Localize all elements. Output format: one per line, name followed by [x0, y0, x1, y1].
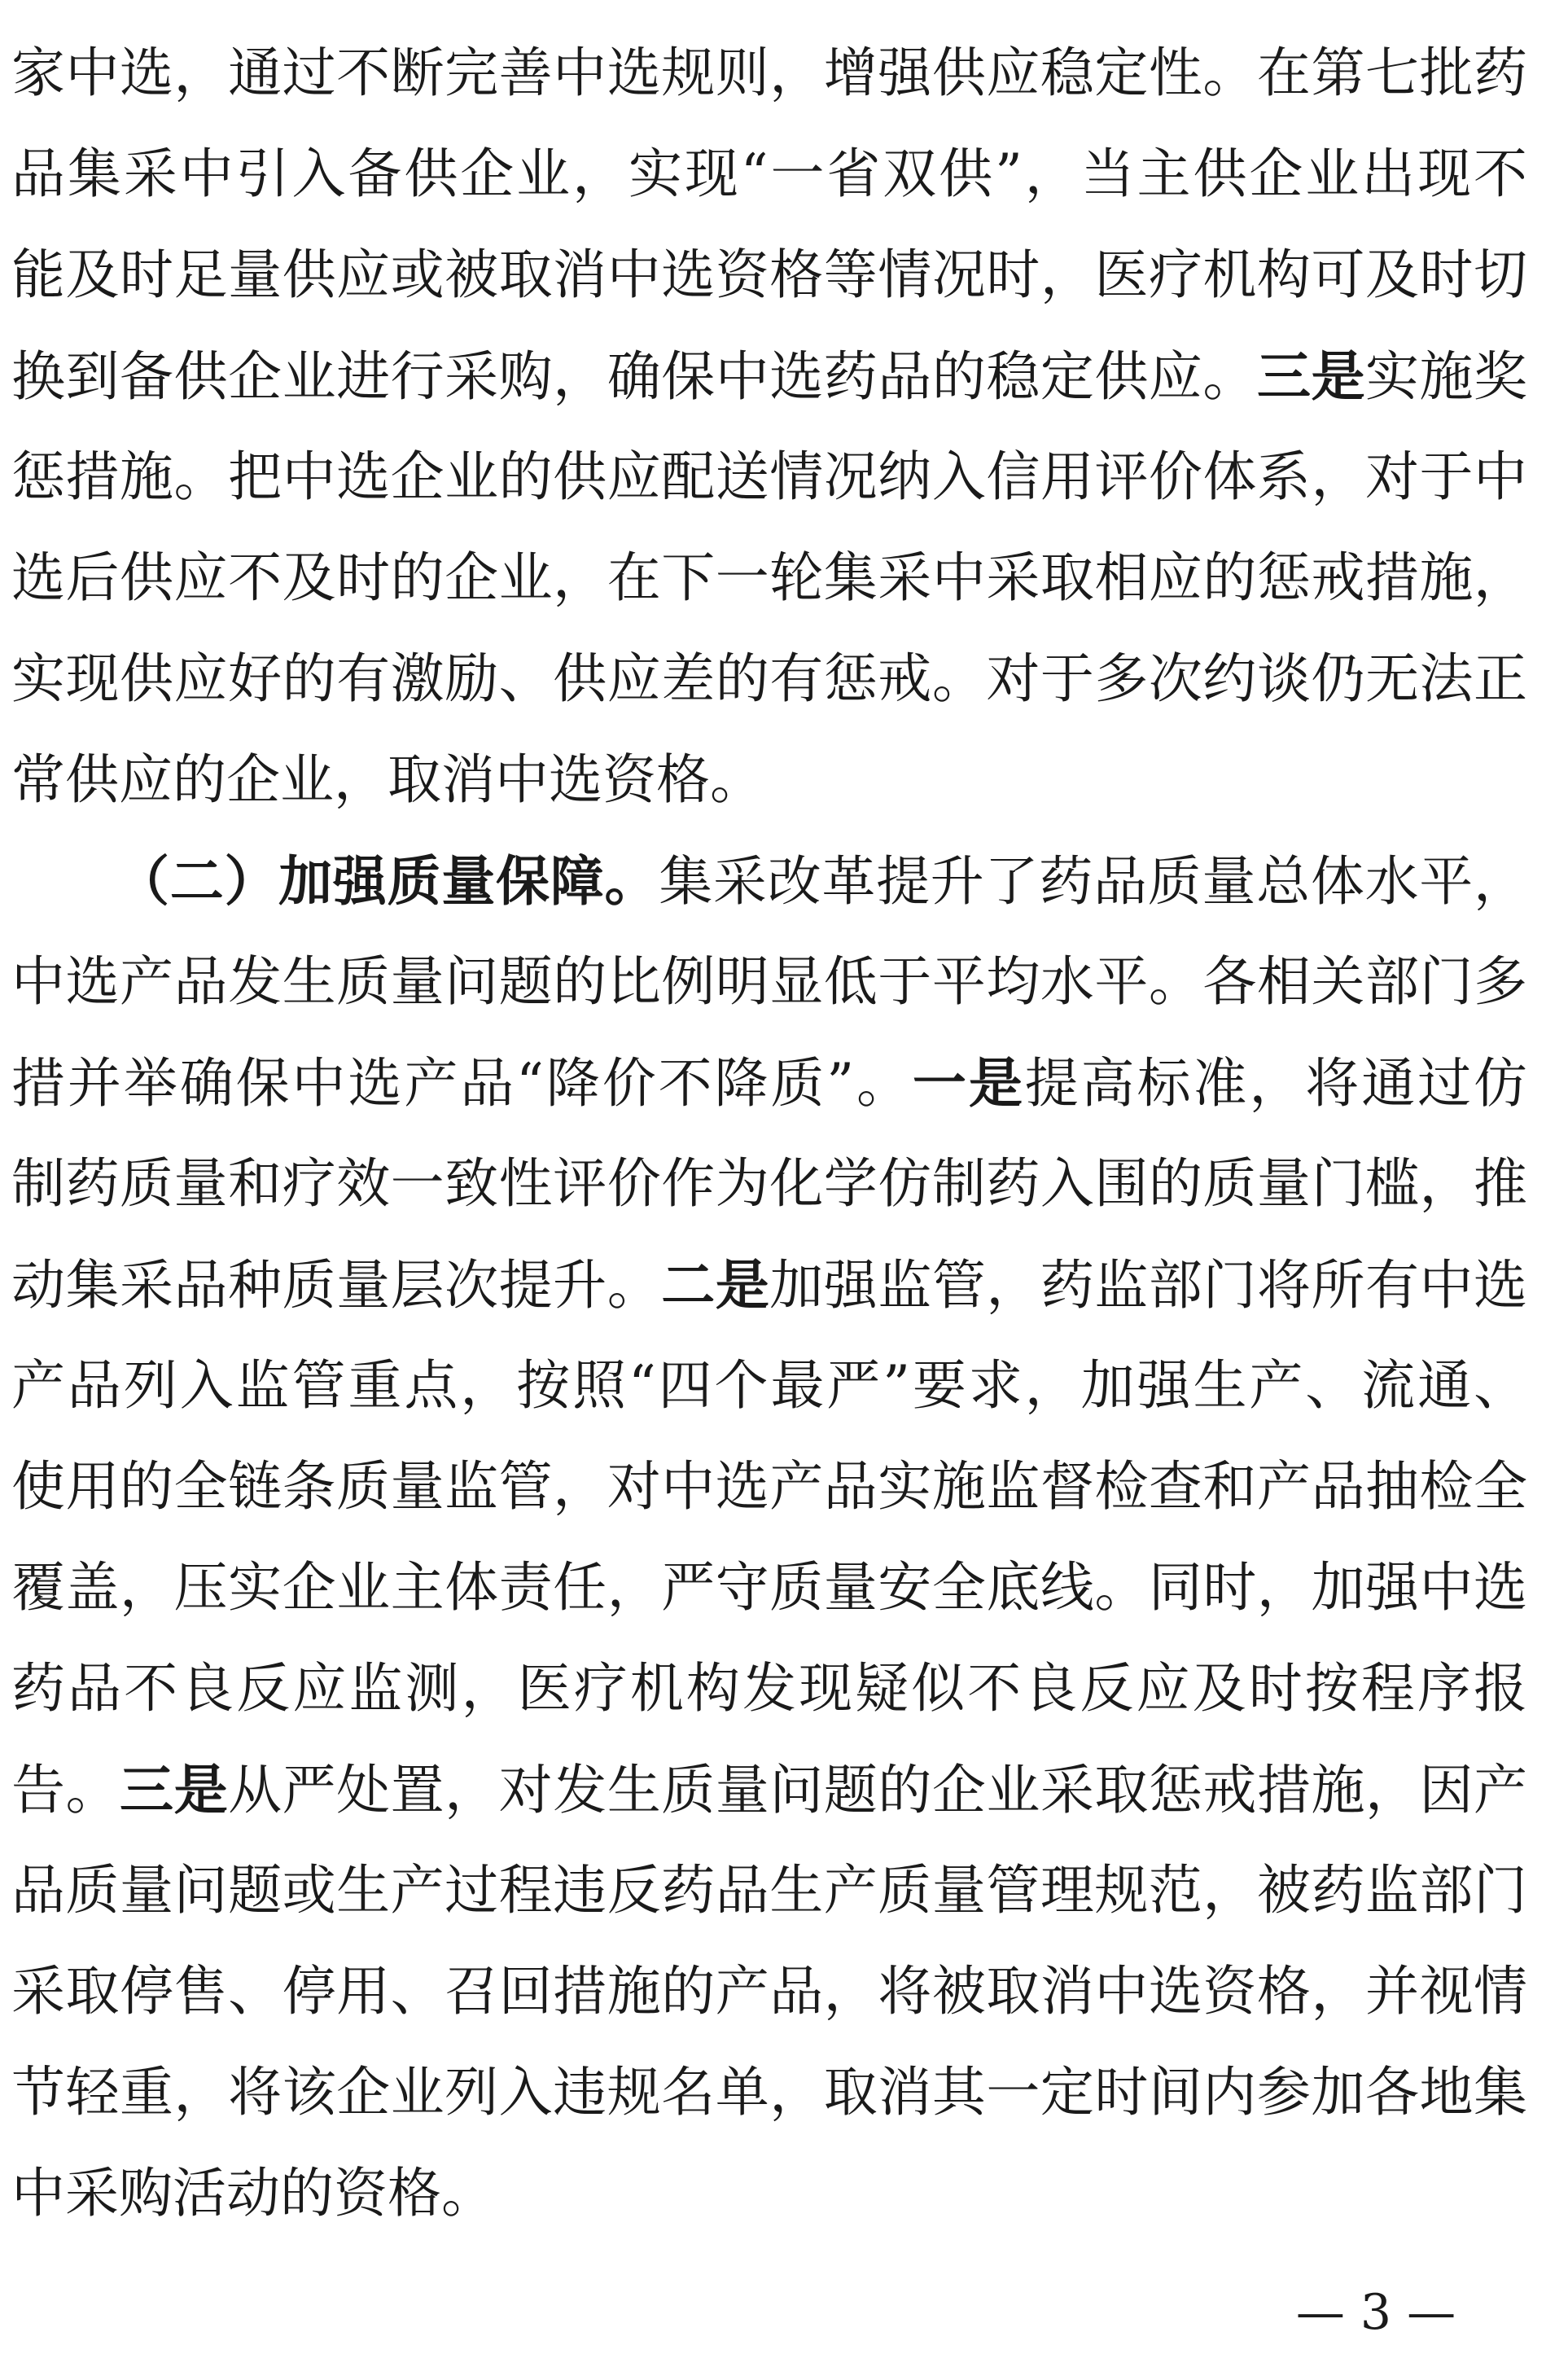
text-run: 提高标准，将通过仿	[1024, 1052, 1527, 1115]
text-run: 措并举确保中选产品“降价不降质”。	[11, 1052, 913, 1115]
text-run: 实施奖	[1364, 345, 1527, 408]
bold-keyword: 三是	[120, 1758, 229, 1821]
bold-keyword: 一是	[912, 1051, 1025, 1115]
text-line	[11, 1032, 1527, 1133]
text-run: 中选产品发生质量问题的比例明显低于平均水平。各相关部门多	[11, 950, 1527, 1013]
text-line	[11, 629, 1527, 730]
text-run: 告。	[11, 1759, 120, 1821]
text-run: 中采购活动的资格。	[11, 2162, 495, 2225]
text-line	[11, 1234, 1527, 1335]
text-line	[11, 528, 1527, 629]
text-line	[11, 1941, 1527, 2042]
text-line	[11, 23, 1527, 124]
page-number: — 3 —	[1295, 2284, 1456, 2341]
text-run: 加强监管，药监部门将所有中选	[769, 1254, 1527, 1317]
text-run: 惩措施。把中选企业的供应配送情况纳入信用评价体系，对于中	[11, 445, 1527, 508]
text-run: 使用的全链条质量监管，对中选产品实施监督检查和产品抽检全	[11, 1455, 1527, 1518]
text-run: 能及时足量供应或被取消中选资格等情况时，医疗机构可及时切	[11, 243, 1527, 306]
text-line	[11, 1537, 1527, 1638]
text-run: 选后供应不及时的企业，在下一轮集采中采取相应的惩戒措施，	[11, 546, 1527, 609]
text-run: 覆盖，压实企业主体责任，严守质量安全底线。同时，加强中选	[11, 1556, 1527, 1619]
text-line	[11, 730, 1527, 831]
text-line	[11, 124, 1527, 225]
text-run: 换到备供企业进行采购，确保中选药品的稳定供应。	[11, 345, 1257, 408]
text-run: 实现供应好的有激励、供应差的有惩戒。对于多次约谈仍无法正	[11, 647, 1527, 710]
text-run: 常供应的企业，取消中选资格。	[11, 748, 764, 811]
text-line	[11, 2143, 1527, 2244]
text-run: 从严处置，对发生质量问题的企业采取惩戒措施，因产	[228, 1759, 1527, 1821]
text-line	[11, 225, 1527, 326]
text-run: 品质量问题或生产过程违反药品生产质量管理规范，被药监部门	[11, 1859, 1527, 1922]
text-run: 集采改革提升了药品质量总体水平，	[659, 850, 1527, 913]
text-run: 动集采品种质量层次提升。	[11, 1254, 662, 1317]
text-line	[11, 326, 1527, 427]
text-run: 采取停售、停用、召回措施的产品，将被取消中选资格，并视情	[11, 1960, 1527, 2023]
text-run: 药品不良反应监测，医疗机构发现疑似不良反应及时按程序报	[11, 1657, 1527, 1720]
text-line	[11, 1436, 1527, 1537]
section-heading-line	[116, 831, 1527, 932]
text-line	[11, 1840, 1527, 1941]
text-line	[11, 1335, 1527, 1436]
text-run: 家中选，通过不断完善中选规则，增强供应稳定性。在第七批药	[11, 42, 1527, 104]
text-run: 产品列入监管重点，按照“四个最严”要求，加强生产、流通、	[11, 1354, 1527, 1417]
text-run: 制药质量和疗效一致性评价作为化学仿制药入围的质量门槛，推	[11, 1152, 1527, 1215]
text-run: 节轻重，将该企业列入违规名单，取消其一定时间内参加各地集	[11, 2061, 1527, 2124]
text-line	[11, 427, 1527, 528]
text-run: 品集采中引入备供企业，实现“一省双供”，当主供企业出现不	[11, 142, 1527, 205]
text-line	[11, 932, 1527, 1032]
text-line	[11, 1133, 1527, 1234]
text-line	[11, 1638, 1527, 1739]
bold-keyword: 三是	[1256, 344, 1365, 408]
text-line	[11, 2042, 1527, 2143]
text-line	[11, 1739, 1527, 1840]
bold-keyword: 二是	[661, 1253, 770, 1317]
section-heading: （二）加强质量保障。	[116, 849, 659, 913]
